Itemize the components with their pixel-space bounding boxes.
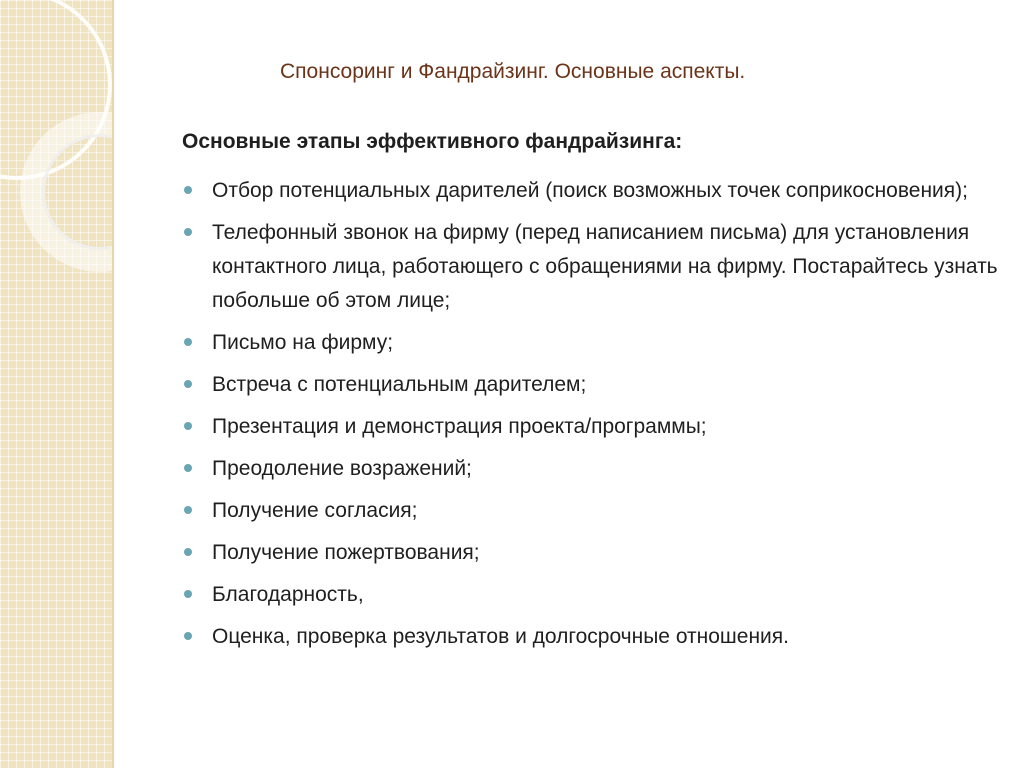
list-item-text: Преодоление возражений; (212, 457, 472, 480)
list-item-text: Презентация и демонстрация проекта/программы; (212, 415, 707, 438)
sidebar-divider (112, 0, 114, 768)
list-item-text: Получение пожертвования; (212, 541, 480, 564)
section-heading: Основные этапы эффективного фандрайзинга: (182, 130, 683, 153)
bullet-icon (184, 338, 192, 346)
list-item (182, 620, 1002, 654)
list-item-text: Благодарность, (212, 583, 364, 606)
list-item (182, 494, 1002, 528)
list-item (182, 410, 1002, 444)
bullet-icon (184, 380, 192, 388)
bullet-icon (184, 464, 192, 472)
list-item (182, 368, 1002, 402)
list-item-text: Оценка, проверка результатов и долгосрочные отношения. (212, 625, 789, 648)
bullet-icon (184, 590, 192, 598)
bullet-icon (184, 506, 192, 514)
slide-title: Спонсоринг и Фандрайзинг. Основные аспекты. (280, 60, 746, 83)
list-item-text: Встреча с потенциальным дарителем; (212, 373, 587, 396)
slide-content (182, 128, 1002, 662)
bullet-icon (184, 548, 192, 556)
steps-list (182, 174, 1002, 654)
list-item (182, 174, 1002, 208)
list-item (182, 326, 1002, 360)
decorative-sidebar (0, 0, 112, 768)
list-item-text: Телефонный звонок на фирму (перед написанием письма) для установления контактного лица, работающего с обращениями на фирму. Постарайтесь узнать побольше об этом лице; (212, 221, 998, 312)
list-item-text: Письмо на фирму; (212, 331, 394, 354)
list-item (182, 578, 1002, 612)
bullet-icon (184, 632, 192, 640)
bullet-icon (184, 186, 192, 194)
list-item (182, 216, 1002, 318)
list-item (182, 536, 1002, 570)
bullet-icon (184, 228, 192, 236)
list-item-text: Получение согласия; (212, 499, 418, 522)
list-item (182, 452, 1002, 486)
bullet-icon (184, 422, 192, 430)
list-item-text: Отбор потенциальных дарителей (поиск возможных точек соприкосновения); (212, 179, 968, 202)
